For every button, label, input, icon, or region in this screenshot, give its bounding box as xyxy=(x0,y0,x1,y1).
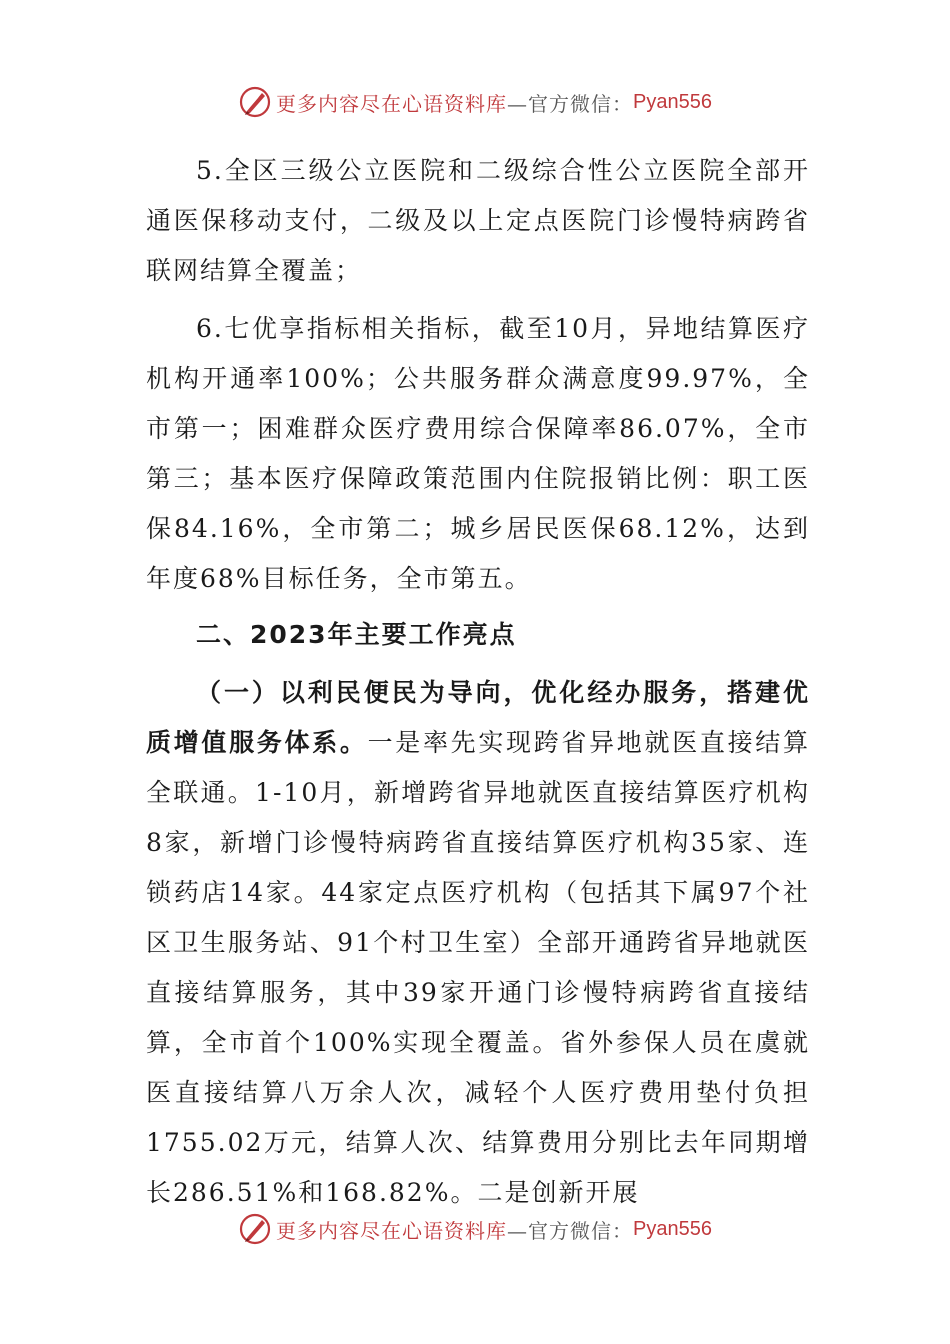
footer-text-id: Pyan556 xyxy=(633,1217,712,1240)
banner-text-wechat: —官方微信： xyxy=(507,91,634,116)
footer-banner xyxy=(0,1209,950,1249)
banner-text-library: 更多内容尽在心语资料库 xyxy=(276,91,508,116)
subsection-title: （一）以利民便民为导向，优化经办服务，搭建优质增值服务体系。 xyxy=(146,678,810,757)
subsection-text: 一是率先实现跨省异地就医直接结算全联通。1-10月，新增跨省异地就医直接结算医疗机构8家，新增门诊慢特病跨省直接结算医疗机构35家、连锁药店14家。44家定点医疗机构（包括其下属97个社区卫生服务站、91个村卫生室）全部开通跨省异地就医直接结算服务，其中39家开通门诊慢特病跨省直接结算，全市首个100%实现全覆盖。省外参保人员在虞就医直接结算八万余人次，减轻个人医疗费用垫付负担1755.02万元，结算人次、结算费用分别比去年同期增长286.51%和168.82%。二是创新开展 xyxy=(146,728,810,1207)
section-heading: 二、2023年主要工作亮点 xyxy=(196,620,517,649)
header-banner xyxy=(0,82,950,122)
pen-feather-logo-icon xyxy=(238,1212,272,1246)
paragraph-subsection-1 xyxy=(146,668,810,1218)
footer-text-wechat: —官方微信： xyxy=(507,1218,634,1243)
banner-text-id: Pyan556 xyxy=(633,90,712,113)
footer-text-library: 更多内容尽在心语资料库 xyxy=(276,1218,508,1243)
pen-feather-logo-icon xyxy=(238,85,272,119)
paragraph-item-6: 6.七优享指标相关指标，截至10月，异地结算医疗机构开通率100%；公共服务群众满意度99.97%，全市第一；困难群众医疗费用综合保障率86.07%，全市第三；基本医疗保障政策范围内住院报销比例：职工医保84.16%，全市第二；城乡居民医保68.12%，达到年度68%目标任务，全市第五。 xyxy=(146,314,810,593)
document-body xyxy=(146,146,810,1226)
paragraph-item-5: 5.全区三级公立医院和二级综合性公立医院全部开通医保移动支付，二级及以上定点医院门诊慢特病跨省联网结算全覆盖； xyxy=(146,156,810,285)
